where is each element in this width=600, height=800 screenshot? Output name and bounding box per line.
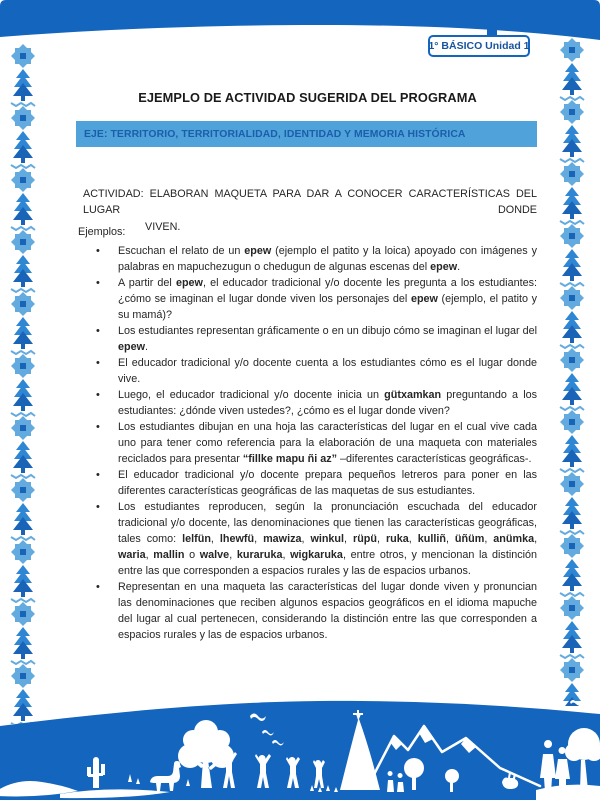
example-bullet: • Escuchan el relato de un epew (ejemplo el patito y la loica) apoyado con imágenes y palabras en mapuchezugun o chedugun de algunas escenas del epew. <box>78 243 537 275</box>
page-title: EJEMPLO DE ACTIVIDAD SUGERIDA DEL PROGRAMA <box>138 90 477 105</box>
mapuche-ornament-left-icon <box>9 44 37 724</box>
activity-line-2: VIVEN. <box>145 220 181 233</box>
activity-heading <box>83 186 537 235</box>
example-bullet: • A partir del epew, el educador tradicional y/o docente les pregunta a los estudiantes: ¿cómo se imaginan el lugar donde viven los personajes del epew (ejemplo, el patito y su mamá)? <box>78 275 537 323</box>
unit-badge: 1° BÁSICO Unidad 1 <box>428 35 530 57</box>
mapuche-ornament-right-icon <box>558 38 586 706</box>
bottom-landscape-illustration <box>0 690 600 800</box>
example-bullet: • Los estudiantes representan gráficamente o en un dibujo cómo se imaginan el lugar del epew. <box>78 323 537 355</box>
example-bullet: • Representan en una maqueta las características del lugar donde viven y pronuncian las denominaciones que reciben algunos espacios geográficos en el idioma mapuche del lugar al cual pertenecen, considerando la distinción entre las que corresponden a espacios rurales y las de espacios urbanos. <box>78 579 537 643</box>
eje-bar-label: EJE: TERRITORIO, TERRITORIALIDAD, IDENTIDAD Y MEMORIA HISTÓRICA <box>84 128 466 140</box>
example-bullet: • El educador tradicional y/o docente prepara pequeños letreros para poner en las diferentes características geográficas de las maquetas de sus estudiantes. <box>78 467 537 499</box>
example-bullet: • Los estudiantes dibujan en una hoja las características del lugar en el cual vive cada uno para tener como referencia para la elaboración de una maqueta con materiales reciclados para presentar “fillke mapu ñi az” –diferentes características geográficas-. <box>78 419 537 467</box>
example-bullet: • Los estudiantes reproducen, según la pronunciación escuchada del educador tradicional y/o docente, las denominaciones que tienen las características geográficas, tales como: lelfün, lhewfü, mawiza, winkul, rüpü, ruka, kulliñ, üñüm, anümka, waria, mallin o walve, kuraruka, wigkaruka, entre otros, y mencionan la distinción entre las que corresponden a espacios rurales y las de espacios urbanos. <box>78 499 537 579</box>
examples-section <box>78 243 537 643</box>
example-bullet: • El educador tradicional y/o docente cuenta a los estudiantes cómo es el lugar donde vive. <box>78 355 537 387</box>
examples-list <box>78 243 537 643</box>
eje-bar <box>76 121 537 147</box>
example-bullet: • Luego, el educador tradicional y/o docente inicia un gütxamkan preguntando a los estudiantes: ¿dónde viven ustedes?, ¿cómo es el lugar donde viven? <box>78 387 537 419</box>
examples-label: Ejemplos: <box>78 226 126 238</box>
activity-line-1: ACTIVIDAD: ELABORAN MAQUETA PARA DAR A CONOCER CARACTERÍSTICAS DEL LUGAR DONDE <box>83 188 537 217</box>
